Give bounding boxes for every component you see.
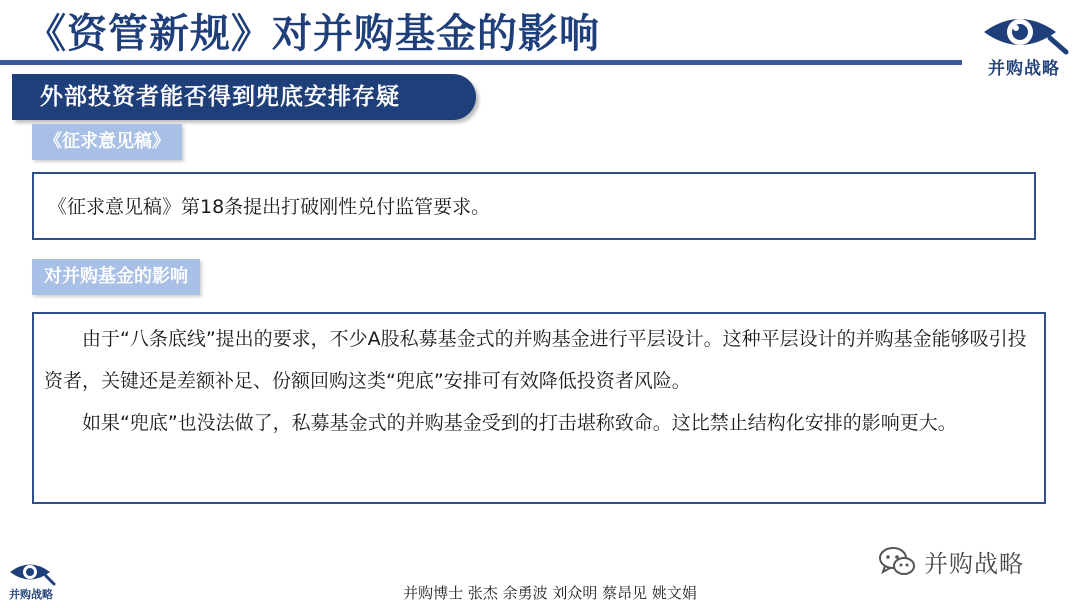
impact-box xyxy=(32,312,1046,504)
section-banner-text: 外部投资者能否得到兜底安排存疑 xyxy=(40,84,400,110)
wechat-icon xyxy=(878,545,916,577)
tag-impact: 对并购基金的影响 xyxy=(32,259,200,295)
title-underline xyxy=(0,60,962,65)
wechat-watermark xyxy=(878,544,1024,578)
watermark-text: 并购战略 xyxy=(924,549,1024,578)
consultation-draft-text: 《征求意见稿》第18条提出打破刚性兑付监管要求。 xyxy=(48,196,491,218)
slide-title: 《资管新规》对并购基金的影响 xyxy=(26,11,600,57)
tag-consultation-draft: 《征求意见稿》 xyxy=(32,124,182,160)
eye-magnifier-icon xyxy=(976,8,1072,56)
consultation-draft-box xyxy=(32,172,1036,240)
section-banner xyxy=(12,74,476,120)
impact-paragraph-2: 如果“兜底”也没法做了，私募基金式的并购基金受到的打击堪称致命。这比禁止结构化安排的影响更大。 xyxy=(82,412,957,434)
footer-brand-name: 并购战略 xyxy=(9,588,53,601)
impact-paragraph-1: 由于“八条底线”提出的要求，不少A股私募基金式的并购基金进行平层设计。这种平层设计的并购基金能够吸引投资者，关键还是差额补足、份额回购这类“兜底”安排可有效降低投资者风险。 xyxy=(44,328,1027,392)
brand-logo xyxy=(976,8,1072,82)
footer-authors: 并购博士 张杰 余勇波 刘众明 蔡昂见 姚文娟 xyxy=(403,584,697,602)
brand-name: 并购战略 xyxy=(988,59,1060,79)
